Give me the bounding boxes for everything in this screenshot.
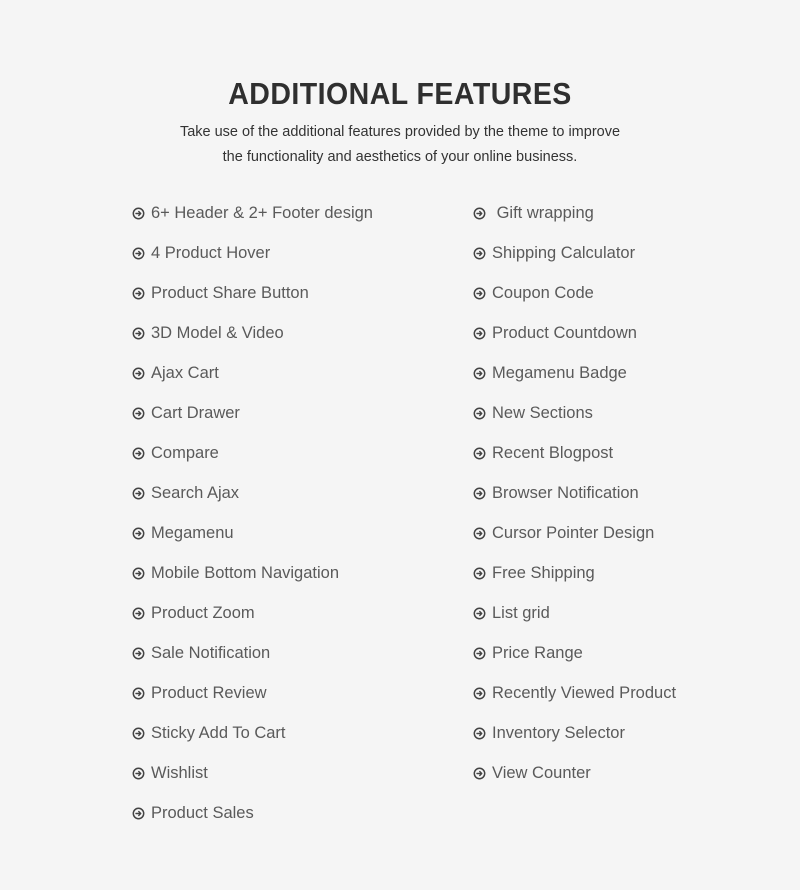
arrow-right-circle-icon — [473, 207, 486, 220]
page-title: ADDITIONAL FEATURES — [228, 76, 572, 111]
feature-item — [473, 560, 676, 600]
feature-item — [132, 520, 373, 560]
feature-label: Gift wrapping — [492, 204, 594, 222]
feature-item — [473, 720, 676, 760]
arrow-right-circle-icon — [132, 807, 145, 820]
feature-item — [132, 640, 373, 680]
subtitle-line-1: Take use of the additional features provided by the theme to improve — [179, 124, 621, 140]
feature-item — [473, 480, 676, 520]
feature-item — [132, 320, 373, 360]
feature-label: View Counter — [492, 764, 591, 782]
feature-label: Ajax Cart — [151, 364, 219, 382]
arrow-right-circle-icon — [473, 247, 486, 260]
feature-label: Megamenu Badge — [492, 364, 627, 382]
arrow-right-circle-icon — [473, 647, 486, 660]
feature-item — [132, 560, 373, 600]
feature-item — [473, 400, 676, 440]
arrow-right-circle-icon — [132, 687, 145, 700]
feature-label: Product Review — [151, 684, 267, 702]
feature-label: Product Zoom — [151, 604, 255, 622]
feature-item — [132, 600, 373, 640]
feature-label: Mobile Bottom Navigation — [151, 564, 340, 582]
arrow-right-circle-icon — [132, 767, 145, 780]
arrow-right-circle-icon — [473, 607, 486, 620]
arrow-right-circle-icon — [132, 367, 145, 380]
feature-item — [132, 400, 373, 440]
feature-label: Sticky Add To Cart — [151, 724, 286, 742]
arrow-right-circle-icon — [132, 407, 145, 420]
arrow-right-circle-icon — [473, 687, 486, 700]
feature-label: Recent Blogpost — [492, 444, 614, 462]
feature-label: Inventory Selector — [492, 724, 625, 742]
feature-label: 3D Model & Video — [151, 324, 284, 342]
feature-list-right — [473, 200, 676, 800]
feature-label: 6+ Header & 2+ Footer design — [151, 204, 373, 222]
arrow-right-circle-icon — [473, 567, 486, 580]
arrow-right-circle-icon — [473, 287, 486, 300]
feature-label: Cursor Pointer Design — [492, 524, 655, 542]
feature-item — [132, 440, 373, 480]
arrow-right-circle-icon — [132, 727, 145, 740]
arrow-right-circle-icon — [132, 247, 145, 260]
feature-item — [473, 360, 676, 400]
feature-item — [473, 640, 676, 680]
feature-label: Product Sales — [151, 804, 254, 822]
feature-item — [132, 360, 373, 400]
arrow-right-circle-icon — [132, 287, 145, 300]
feature-label: Price Range — [492, 644, 583, 662]
arrow-right-circle-icon — [132, 607, 145, 620]
feature-label: Sale Notification — [151, 644, 271, 662]
feature-item — [473, 240, 676, 280]
arrow-right-circle-icon — [132, 487, 145, 500]
arrow-right-circle-icon — [473, 727, 486, 740]
arrow-right-circle-icon — [132, 327, 145, 340]
feature-item — [132, 280, 373, 320]
feature-item — [132, 200, 373, 240]
arrow-right-circle-icon — [473, 487, 486, 500]
feature-item — [132, 240, 373, 280]
feature-label: Megamenu — [151, 524, 234, 542]
feature-item — [473, 600, 676, 640]
feature-item — [132, 720, 373, 760]
arrow-right-circle-icon — [132, 207, 145, 220]
feature-label: Product Countdown — [492, 324, 637, 342]
feature-label: Shipping Calculator — [492, 244, 636, 262]
subtitle-line-2: the functionality and aesthetics of your online business. — [222, 149, 578, 165]
arrow-right-circle-icon — [473, 447, 486, 460]
feature-label: Wishlist — [151, 764, 208, 782]
feature-item — [473, 280, 676, 320]
feature-label: New Sections — [492, 404, 593, 422]
arrow-right-circle-icon — [473, 407, 486, 420]
arrow-right-circle-icon — [132, 447, 145, 460]
arrow-right-circle-icon — [473, 527, 486, 540]
feature-label: Compare — [151, 444, 219, 462]
feature-label: List grid — [492, 604, 550, 622]
feature-item — [473, 200, 676, 240]
feature-label: Cart Drawer — [151, 404, 240, 422]
page-subtitle — [150, 120, 650, 170]
feature-item — [473, 680, 676, 720]
arrow-right-circle-icon — [132, 567, 145, 580]
feature-item — [132, 800, 373, 840]
feature-label: 4 Product Hover — [151, 244, 271, 262]
arrow-right-circle-icon — [473, 327, 486, 340]
feature-label: Recently Viewed Product — [492, 684, 677, 702]
feature-item — [473, 440, 676, 480]
feature-label: Free Shipping — [492, 564, 595, 582]
feature-item — [473, 760, 676, 800]
feature-label: Coupon Code — [492, 284, 594, 302]
feature-item — [132, 680, 373, 720]
arrow-right-circle-icon — [473, 367, 486, 380]
feature-label: Browser Notification — [492, 484, 639, 502]
feature-item — [473, 320, 676, 360]
feature-label: Search Ajax — [151, 484, 240, 502]
arrow-right-circle-icon — [132, 527, 145, 540]
feature-label: Product Share Button — [151, 284, 309, 302]
arrow-right-circle-icon — [132, 647, 145, 660]
feature-item — [132, 760, 373, 800]
feature-list-left — [132, 200, 373, 840]
feature-item — [132, 480, 373, 520]
arrow-right-circle-icon — [473, 767, 486, 780]
feature-item — [473, 520, 676, 560]
